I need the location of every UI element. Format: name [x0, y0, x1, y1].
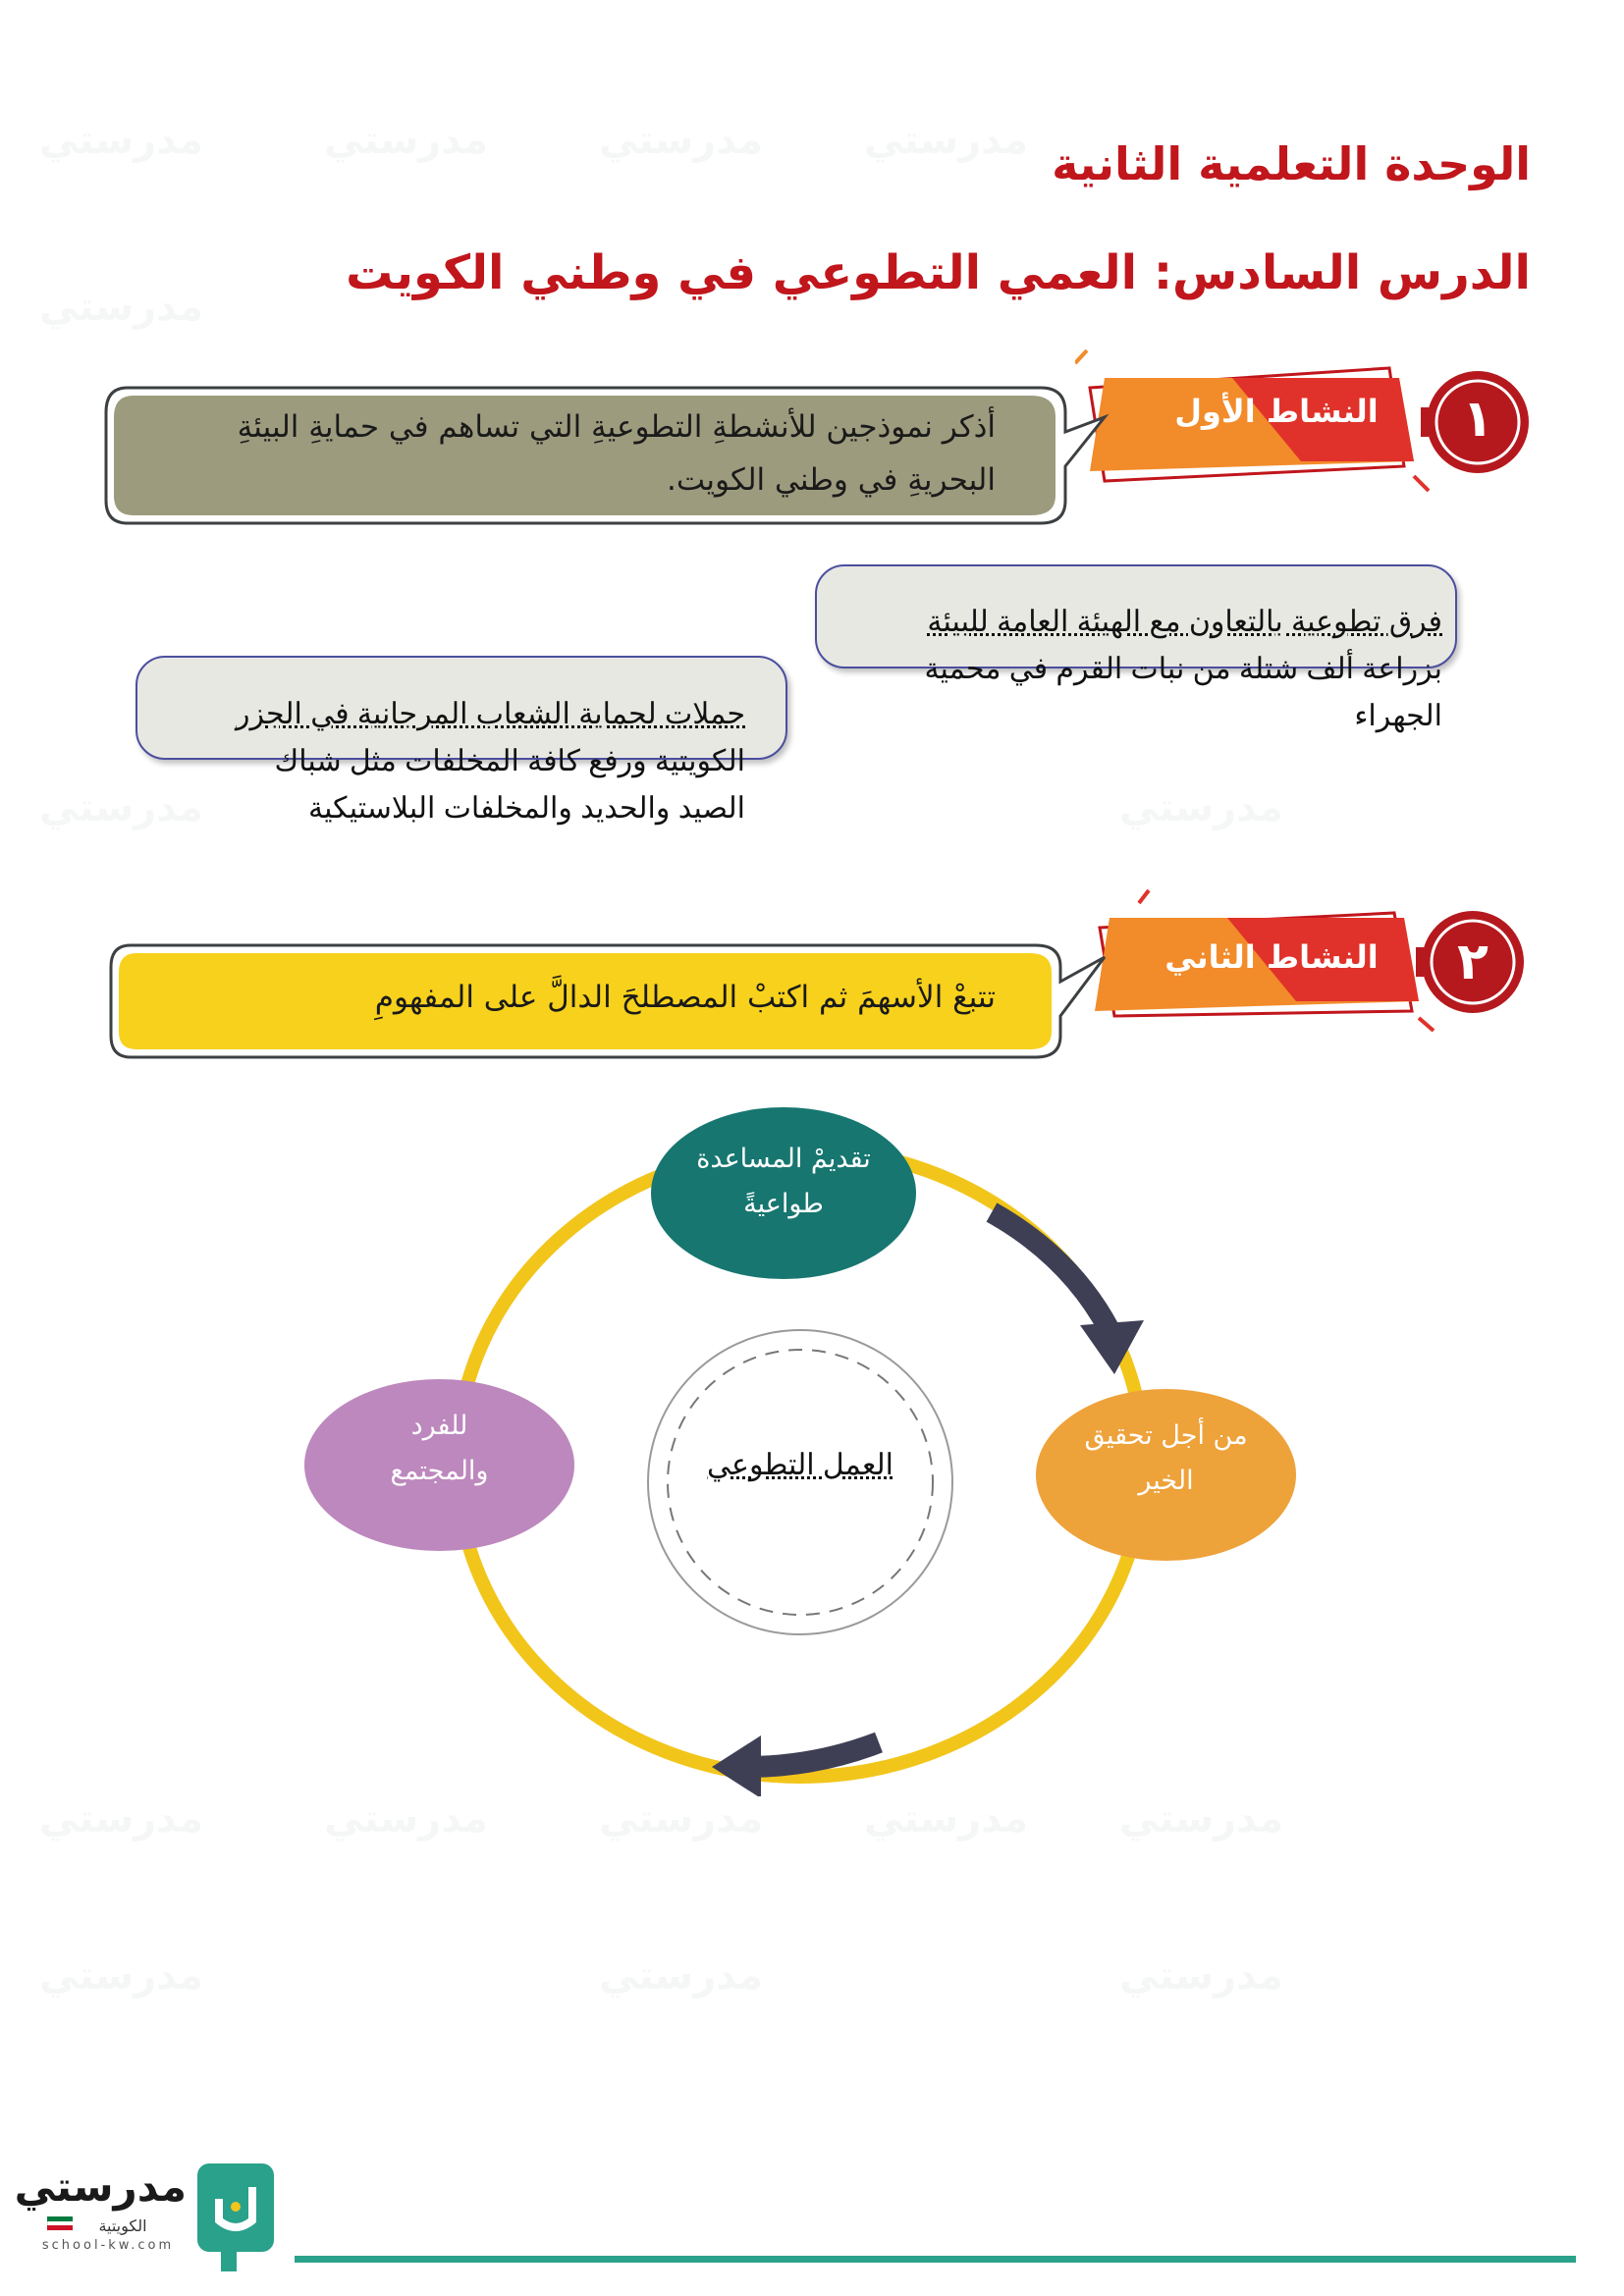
lesson-title: الدرس السادس: العمي التطوعي في وطني الكويت — [346, 245, 1531, 300]
watermark-text: مدرستي — [1119, 785, 1284, 830]
node-top-line2: طواعيةً — [743, 1189, 824, 1219]
activity1-prompt-line2: البحريةِ في وطني الكويت. — [667, 462, 996, 498]
watermark-text: مدرستي — [39, 1953, 204, 1999]
node-right-line1: من أجل تحقيق — [1084, 1420, 1248, 1451]
answer2-line2: الكويتية ورفع كافة المخلفات مثل شباك — [274, 745, 745, 777]
activity1-prompt — [132, 400, 996, 507]
footer-brand-sub: الكويتية — [98, 2216, 147, 2235]
activity1-label: النشاط الأول — [1174, 393, 1379, 430]
cycle-arrow-head — [712, 1735, 761, 1796]
node-left-line2: والمجتمع — [390, 1456, 489, 1486]
activity1-number: ١ — [1462, 390, 1493, 449]
activity2-prompt: تتبعْ الأسهمَ ثم اكتبْ المصطلحَ الدالَّ على المفهومِ — [374, 980, 996, 1015]
activity2-number: ٢ — [1457, 933, 1489, 991]
node-right-line2: الخير — [1138, 1466, 1194, 1496]
footer-logo-icon — [191, 2160, 280, 2277]
watermark-text: مدرستي — [864, 1796, 1029, 1842]
watermark-text: مدرستي — [324, 118, 489, 163]
answer1-text — [814, 599, 1442, 740]
watermark-text: مدرستي — [599, 1953, 764, 1999]
watermark-text: مدرستي — [599, 1796, 764, 1842]
center-circle — [648, 1330, 952, 1634]
activity2-label: النشاط الثاني — [1164, 938, 1379, 976]
center-answer[interactable]: العمل التطوعي — [707, 1449, 893, 1481]
footer-url[interactable]: school-kw.com — [41, 2238, 175, 2253]
footer-brand: مدرستي — [14, 2163, 187, 2211]
answer2-line1: حملات لحماية الشعاب المرجانية في الجزر — [236, 698, 745, 730]
watermark-text: مدرستي — [39, 118, 204, 163]
answer1-line1: فرق تطوعية بالتعاون مع الهيئة العامة للبيئة — [927, 606, 1442, 638]
node-top-text — [651, 1137, 916, 1227]
answer1-line3: الجهراء — [1354, 700, 1442, 732]
watermark-text: مدرستي — [39, 1796, 204, 1842]
watermark-text: مدرستي — [864, 118, 1029, 163]
node-left-text — [304, 1404, 574, 1494]
unit-title: الوحدة التعلمية الثانية — [1052, 137, 1531, 190]
node-left-line1: للفرد — [410, 1411, 468, 1441]
watermark-text: مدرستي — [39, 785, 204, 830]
watermark-text: مدرستي — [39, 285, 204, 330]
watermark-text: مدرستي — [1119, 1953, 1284, 1999]
watermark-text: مدرستي — [599, 118, 764, 163]
footer-rule — [295, 2256, 1576, 2263]
watermark-text: مدرستي — [324, 1796, 489, 1842]
answer1-line2: بزراعة ألف شتلة من نبات القرم في محمية — [924, 653, 1442, 685]
answer2-line3: الصيد والحديد والمخلفات البلاستيكية — [307, 792, 745, 825]
watermark-text: مدرستي — [1119, 1796, 1284, 1842]
kuwait-flag-icon — [47, 2216, 73, 2230]
node-right-text — [1036, 1414, 1296, 1504]
node-top-line1: تقديمْ المساعدة — [696, 1144, 871, 1174]
cycle-arrow-top-right — [992, 1212, 1110, 1330]
cycle-arrow-bottom — [746, 1742, 879, 1767]
activity1-prompt-line1: أذكر نموذجين للأنشطةِ التطوعيةِ التي تساهم في حمايةِ البيئةِ — [237, 409, 996, 445]
answer2-text — [136, 691, 745, 832]
